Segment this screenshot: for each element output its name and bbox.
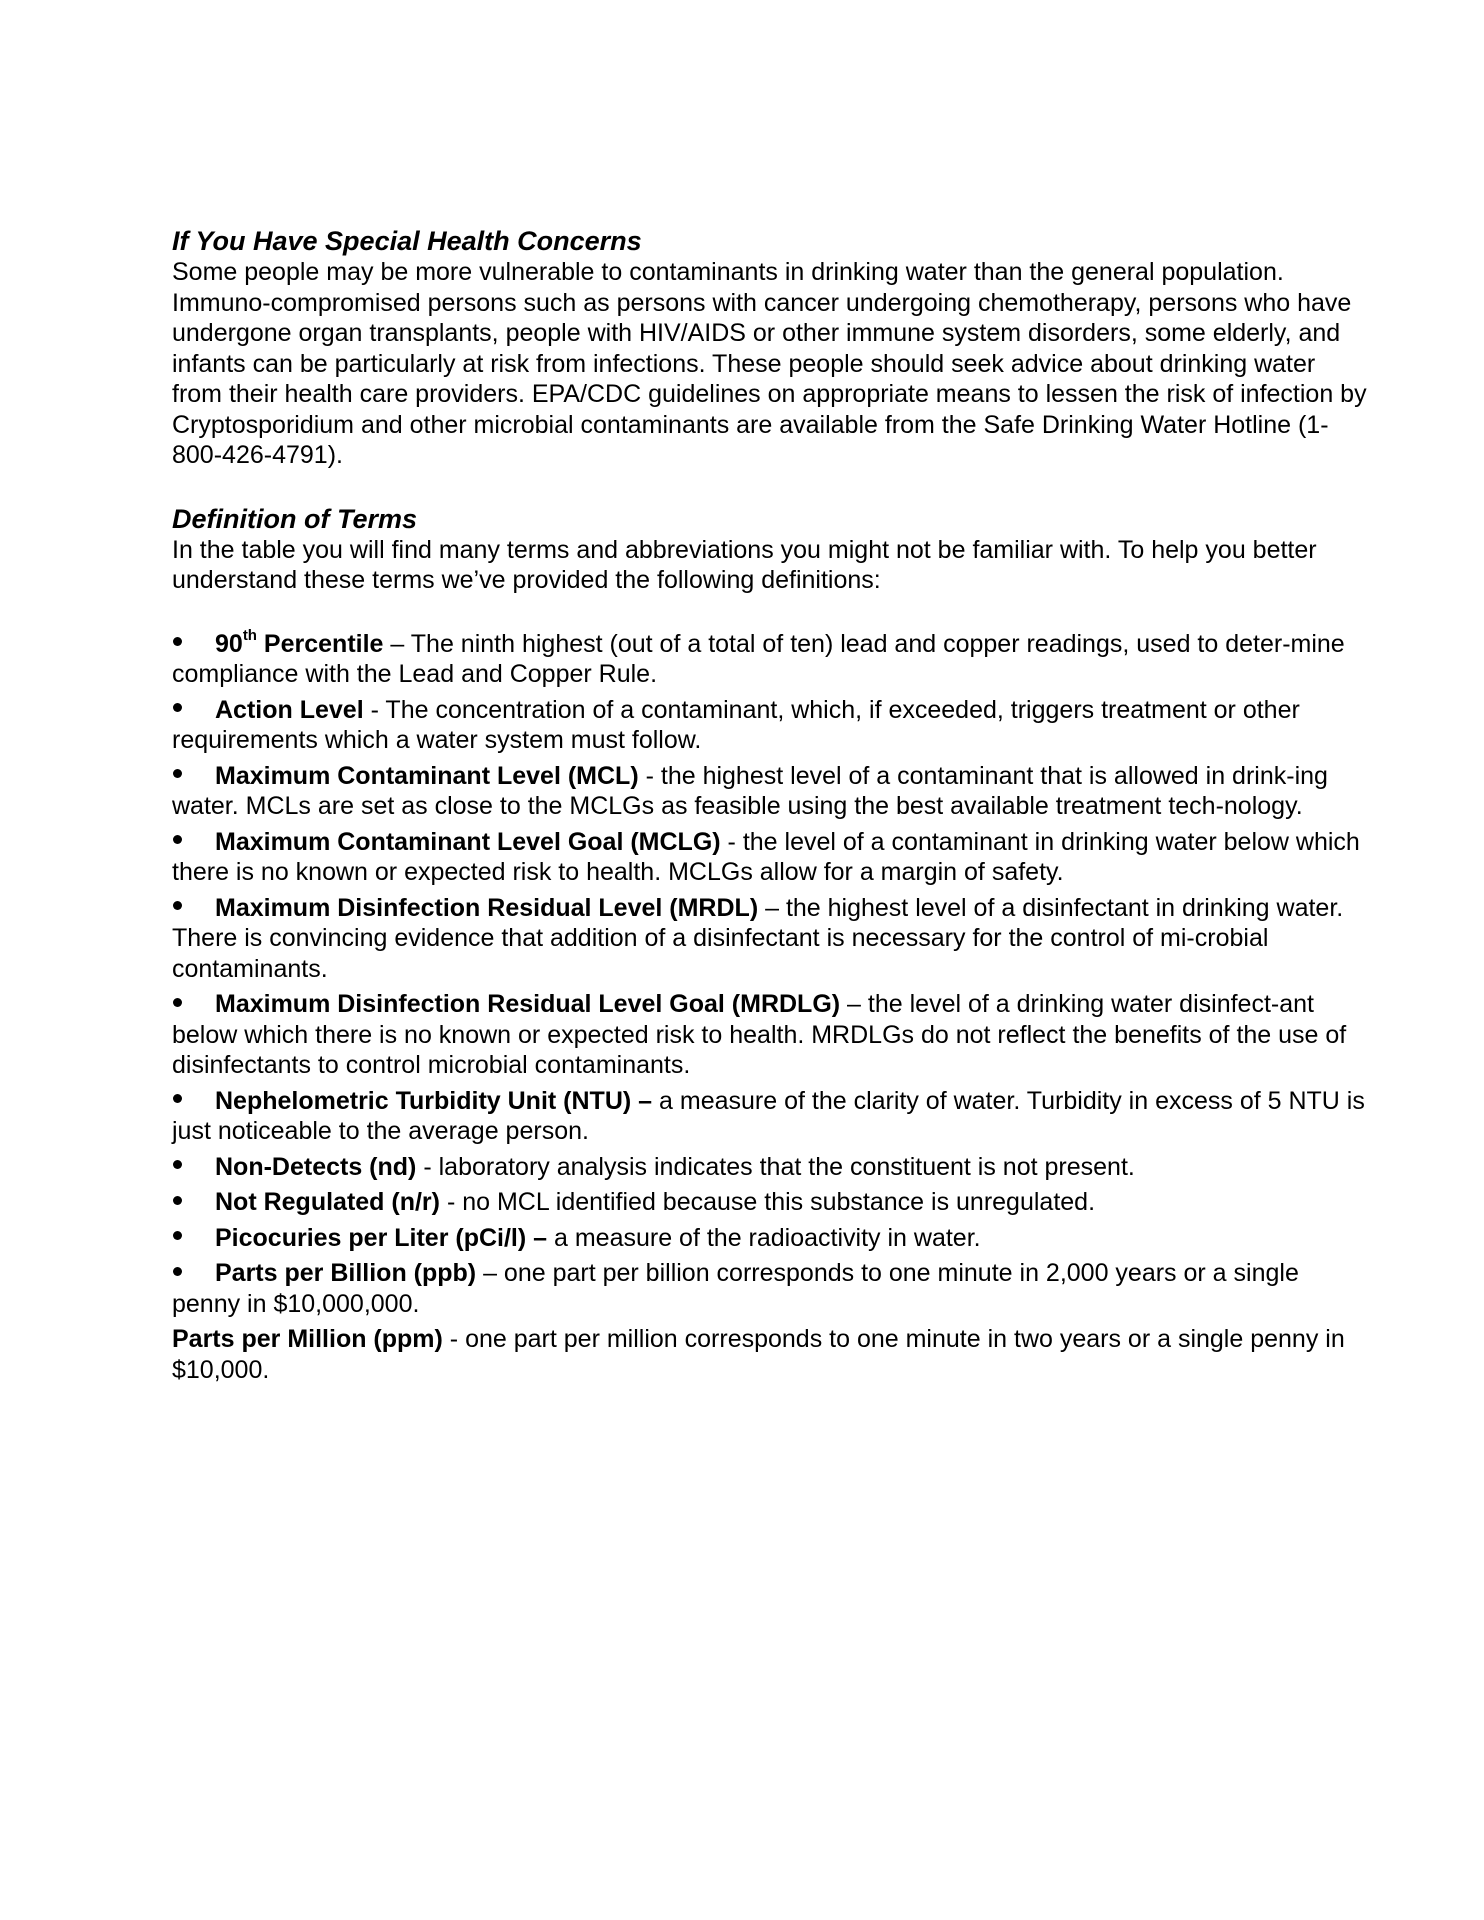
definition-item-ppb <box>172 1258 1372 1319</box>
bullet-icon <box>172 695 215 726</box>
definition-item-mrdlg <box>172 989 1372 1081</box>
definition-item-90th-percentile <box>172 629 1372 690</box>
definition-text: the highest level of a contaminant that is allowed in drink-ing water. MCLs are set as close to the MCLGs as feasible using the best available treatment tech-nology. <box>172 761 1328 820</box>
definition-text: no MCL identified because this substance is unregulated. <box>462 1188 1096 1216</box>
definition-separator: - <box>720 827 743 856</box>
definition-separator: - <box>363 695 386 724</box>
definition-term: Maximum Disinfection Residual Level Goal (MRDLG) <box>215 990 841 1018</box>
definition-text: the highest level of a disinfectant in drinking water. There is convincing evidence that addition of a disinfectant is necessary for the control of mi-crobial contaminants. <box>172 893 1344 983</box>
definition-text: The concentration of a contaminant, which, if exceeded, triggers treatment or other requirements which a water system must follow. <box>172 695 1300 754</box>
definition-term: Parts per Million (ppm) <box>172 1325 443 1353</box>
definition-item-mclg <box>172 827 1372 888</box>
bullet-icon <box>172 1152 215 1183</box>
definition-separator <box>652 1087 659 1115</box>
definition-term: Action Level <box>215 695 364 724</box>
section-spacer <box>172 471 1372 504</box>
definition-separator: – <box>476 1259 504 1287</box>
definition-item-not-regulated <box>172 1187 1372 1218</box>
definition-item-mcl <box>172 761 1372 822</box>
definition-term: Nephelometric Turbidity Unit (NTU) – <box>215 1086 653 1115</box>
definition-item-ppm <box>172 1324 1372 1385</box>
definition-text: a measure of the clarity of water. Turbidity in excess of 5 NTU is just noticeable to the average person. <box>172 1086 1365 1145</box>
intro-spacer <box>172 596 1372 629</box>
definition-term: Parts per Billion (ppb) <box>215 1259 477 1287</box>
definition-separator: – <box>840 990 868 1018</box>
section-heading-health-concerns: If You Have Special Health Concerns <box>172 226 642 256</box>
definition-term: Picocuries per Liter (pCi/l) – <box>215 1223 548 1252</box>
definition-text: laboratory analysis indicates that the constituent is not present. <box>438 1152 1135 1181</box>
bullet-icon <box>172 1086 215 1117</box>
bullet-icon <box>172 1258 215 1289</box>
definition-item-non-detects <box>172 1152 1372 1183</box>
definition-item-ntu <box>172 1086 1372 1147</box>
definition-separator <box>547 1224 554 1252</box>
definition-term: Maximum Disinfection Residual Level (MRDL) <box>215 893 759 922</box>
bullet-icon <box>172 989 215 1020</box>
definition-text: The ninth highest (out of a total of ten) lead and copper readings, used to deter-mine compliance with the Lead and Copper Rule. <box>172 629 1345 688</box>
bullet-icon <box>172 761 215 792</box>
definition-text: a measure of the radioactivity in water. <box>553 1223 981 1252</box>
definition-text: one part per million corresponds to one minute in two years or a single penny in $10,000. <box>172 1325 1345 1384</box>
definition-item-action-level <box>172 695 1372 756</box>
bullet-icon <box>172 1187 215 1218</box>
definition-term: 90th Percentile <box>215 627 384 658</box>
definitions-list <box>172 629 1372 1320</box>
bullet-icon <box>172 629 215 660</box>
definition-separator: - <box>440 1188 463 1216</box>
definition-term: Maximum Contaminant Level (MCL) <box>215 761 639 790</box>
section-heading-definitions: Definition of Terms <box>172 503 418 534</box>
definition-separator: – <box>758 893 786 922</box>
definition-item-mrdl <box>172 893 1372 985</box>
definitions-intro-paragraph: In the table you will find many terms and abbreviations you might not be familiar with. To help you better understand these terms we’ve provided the following definitions: <box>172 535 1317 594</box>
bullet-icon <box>172 827 215 858</box>
definition-text: the level of a drinking water disinfect-ant below which there is no known or expected risk to health. MRDLGs do not reflect the benefits of the use of disinfectants to control microbial contaminants. <box>172 990 1347 1079</box>
health-concerns-paragraph: Some people may be more vulnerable to contaminants in drinking water than the general population. Immuno-compromised persons such as persons with cancer undergoing chemotherapy, persons who have undergone organ transplants, people with HIV/AIDS or other immune system disorders, some elderly, and infants can be particularly at risk from infections. These people should seek advice about drinking water from their health care providers. EPA/CDC guidelines on appropriate means to lessen the risk of infection by Cryptosporidium and other microbial contaminants are available from the Safe Drinking Water Hotline (1-800-426-4791). <box>172 258 1367 469</box>
definition-item-picocuries <box>172 1223 1372 1254</box>
definition-separator: - <box>416 1152 439 1181</box>
definition-term: Non-Detects (nd) <box>215 1152 417 1181</box>
bullet-icon <box>172 1223 215 1254</box>
definition-term: Maximum Contaminant Level Goal (MCLG) <box>215 827 721 856</box>
document-page <box>172 226 1372 1385</box>
definition-text: one part per billion corresponds to one minute in 2,000 years or a single penny in $10,000,000. <box>172 1259 1299 1318</box>
bullet-icon <box>172 893 215 924</box>
definition-separator: - <box>638 761 661 790</box>
definition-separator: – <box>383 629 411 658</box>
definition-separator: - <box>442 1325 466 1353</box>
definition-term: Not Regulated (n/r) <box>215 1188 440 1216</box>
definition-text: the level of a contaminant in drinking water below which there is no known or expected risk to health. MCLGs allow for a margin of safety. <box>172 827 1360 886</box>
